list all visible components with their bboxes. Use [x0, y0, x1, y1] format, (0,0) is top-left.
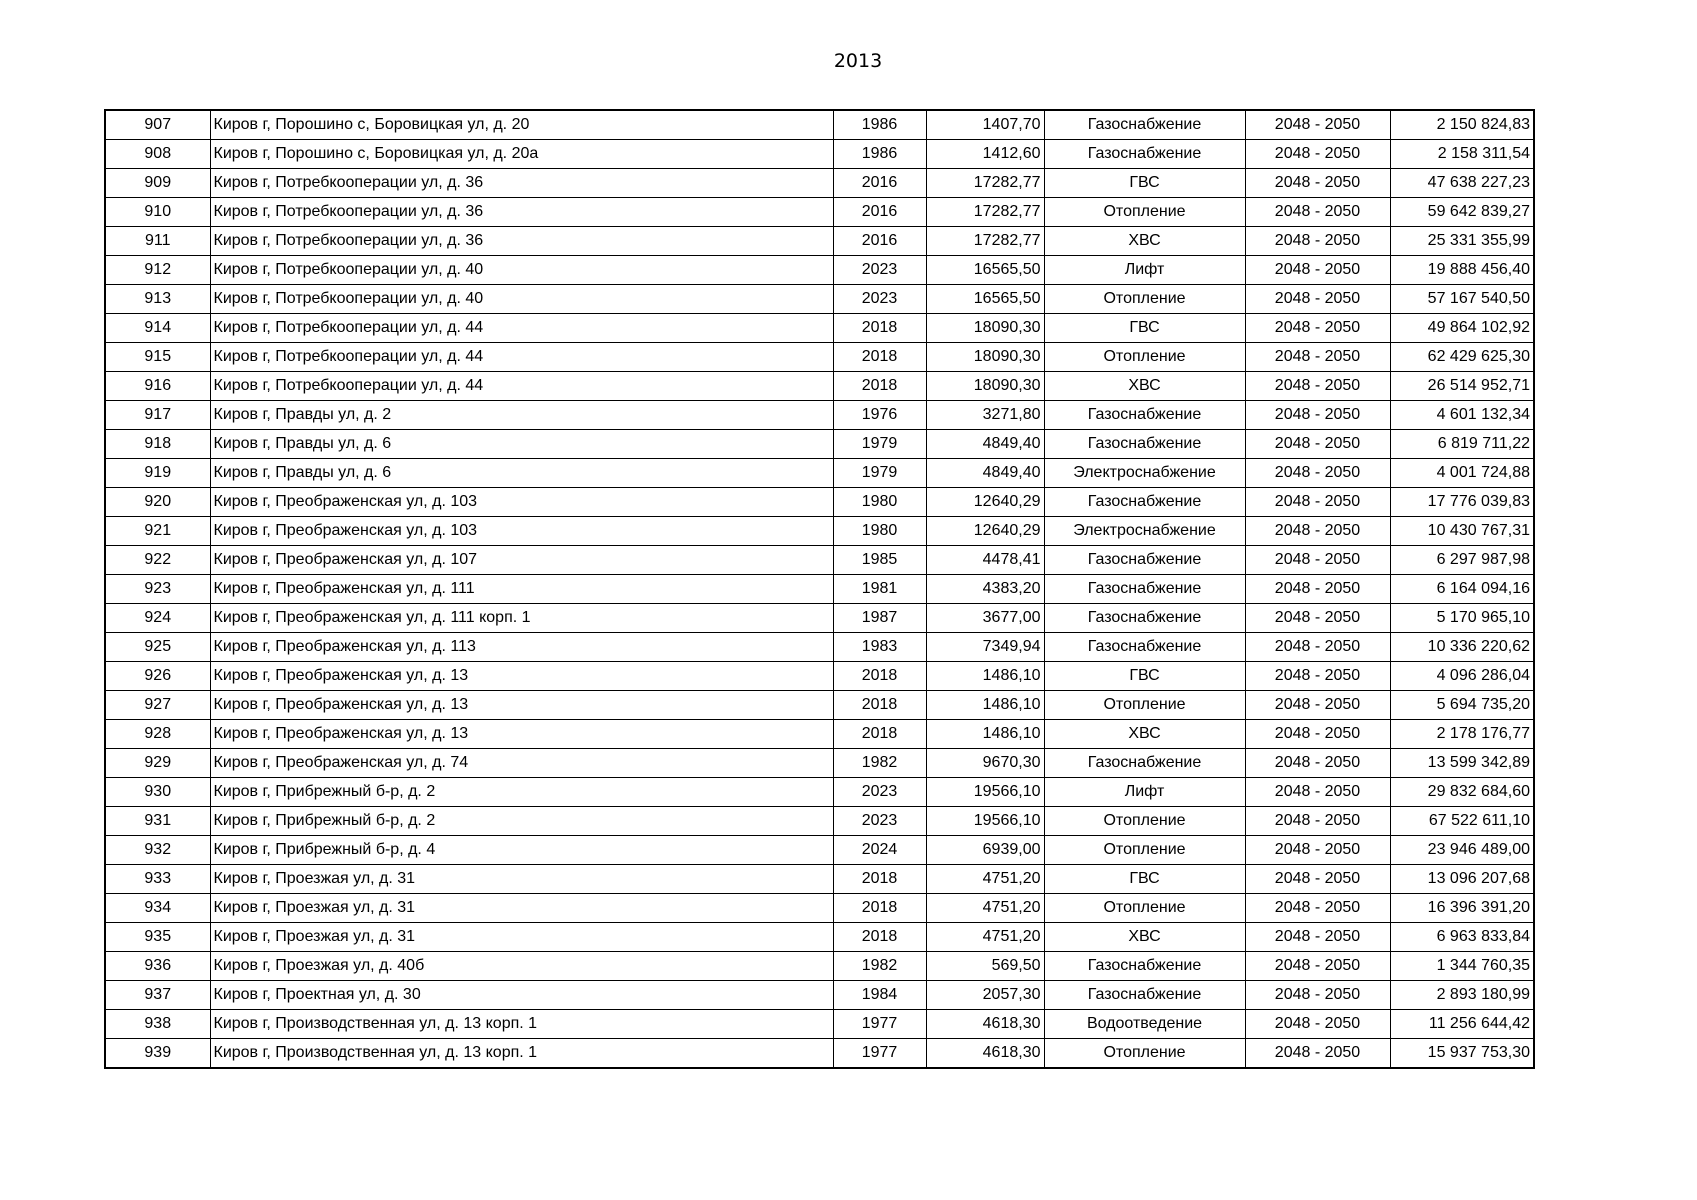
table-row [105, 749, 1534, 778]
area-cell: 4383,20 [926, 575, 1044, 604]
area-cell: 3271,80 [926, 401, 1044, 430]
service-type-cell: ГВС [1044, 314, 1245, 343]
service-type-cell: ХВС [1044, 720, 1245, 749]
row-number-cell: 929 [105, 749, 210, 778]
table-row [105, 401, 1534, 430]
year-cell: 2023 [833, 285, 926, 314]
row-number-cell: 918 [105, 430, 210, 459]
year-cell: 2018 [833, 343, 926, 372]
area-cell: 569,50 [926, 952, 1044, 981]
year-cell: 2023 [833, 807, 926, 836]
year-cell: 2016 [833, 169, 926, 198]
service-type-cell: Отопление [1044, 836, 1245, 865]
cost-cell: 2 178 176,77 [1390, 720, 1534, 749]
table-row [105, 198, 1534, 227]
year-cell: 2018 [833, 372, 926, 401]
service-type-cell: Газоснабжение [1044, 633, 1245, 662]
service-type-cell: ХВС [1044, 227, 1245, 256]
table-row [105, 923, 1534, 952]
area-cell: 4751,20 [926, 923, 1044, 952]
row-number-cell: 922 [105, 546, 210, 575]
address-cell: Киров г, Правды ул, д. 2 [210, 401, 833, 430]
address-cell: Киров г, Производственная ул, д. 13 корп. 1 [210, 1039, 833, 1069]
address-cell: Киров г, Проезжая ул, д. 40б [210, 952, 833, 981]
table-row [105, 981, 1534, 1010]
service-type-cell: ГВС [1044, 865, 1245, 894]
service-type-cell: Электроснабжение [1044, 459, 1245, 488]
address-cell: Киров г, Преображенская ул, д. 111 [210, 575, 833, 604]
service-type-cell: Отопление [1044, 285, 1245, 314]
area-cell: 6939,00 [926, 836, 1044, 865]
address-cell: Киров г, Проектная ул, д. 30 [210, 981, 833, 1010]
period-cell: 2048 - 2050 [1245, 894, 1390, 923]
area-cell: 1407,70 [926, 110, 1044, 140]
service-type-cell: Газоснабжение [1044, 749, 1245, 778]
year-cell: 1979 [833, 430, 926, 459]
cost-cell: 13 599 342,89 [1390, 749, 1534, 778]
service-type-cell: Газоснабжение [1044, 488, 1245, 517]
table-row [105, 720, 1534, 749]
service-type-cell: Отопление [1044, 1039, 1245, 1069]
service-type-cell: Лифт [1044, 256, 1245, 285]
year-cell: 1977 [833, 1039, 926, 1069]
row-number-cell: 921 [105, 517, 210, 546]
address-cell: Киров г, Проезжая ул, д. 31 [210, 865, 833, 894]
table-body [105, 110, 1534, 1068]
period-cell: 2048 - 2050 [1245, 517, 1390, 546]
service-type-cell: Отопление [1044, 807, 1245, 836]
cost-cell: 6 297 987,98 [1390, 546, 1534, 575]
table-row [105, 459, 1534, 488]
row-number-cell: 911 [105, 227, 210, 256]
cost-cell: 6 963 833,84 [1390, 923, 1534, 952]
table-row [105, 488, 1534, 517]
row-number-cell: 917 [105, 401, 210, 430]
service-type-cell: Отопление [1044, 343, 1245, 372]
area-cell: 18090,30 [926, 372, 1044, 401]
table-row [105, 140, 1534, 169]
cost-cell: 6 164 094,16 [1390, 575, 1534, 604]
row-number-cell: 934 [105, 894, 210, 923]
period-cell: 2048 - 2050 [1245, 110, 1390, 140]
area-cell: 18090,30 [926, 343, 1044, 372]
period-cell: 2048 - 2050 [1245, 198, 1390, 227]
year-cell: 1976 [833, 401, 926, 430]
service-type-cell: ХВС [1044, 923, 1245, 952]
period-cell: 2048 - 2050 [1245, 169, 1390, 198]
service-type-cell: Газоснабжение [1044, 575, 1245, 604]
cost-cell: 6 819 711,22 [1390, 430, 1534, 459]
period-cell: 2048 - 2050 [1245, 343, 1390, 372]
row-number-cell: 920 [105, 488, 210, 517]
table-row [105, 430, 1534, 459]
year-cell: 1987 [833, 604, 926, 633]
year-cell: 2024 [833, 836, 926, 865]
address-cell: Киров г, Преображенская ул, д. 13 [210, 662, 833, 691]
cost-cell: 2 158 311,54 [1390, 140, 1534, 169]
area-cell: 16565,50 [926, 285, 1044, 314]
table-row [105, 778, 1534, 807]
period-cell: 2048 - 2050 [1245, 720, 1390, 749]
page-number: 2013 [833, 50, 883, 72]
service-type-cell: ГВС [1044, 662, 1245, 691]
area-cell: 1486,10 [926, 691, 1044, 720]
address-cell: Киров г, Правды ул, д. 6 [210, 459, 833, 488]
row-number-cell: 935 [105, 923, 210, 952]
service-type-cell: Отопление [1044, 198, 1245, 227]
year-cell: 1986 [833, 140, 926, 169]
year-cell: 1986 [833, 110, 926, 140]
row-number-cell: 938 [105, 1010, 210, 1039]
period-cell: 2048 - 2050 [1245, 372, 1390, 401]
table-row [105, 575, 1534, 604]
address-cell: Киров г, Проезжая ул, д. 31 [210, 894, 833, 923]
area-cell: 9670,30 [926, 749, 1044, 778]
year-cell: 1980 [833, 488, 926, 517]
area-cell: 7349,94 [926, 633, 1044, 662]
table-row [105, 110, 1534, 140]
address-cell: Киров г, Преображенская ул, д. 111 корп. 1 [210, 604, 833, 633]
cost-cell: 49 864 102,92 [1390, 314, 1534, 343]
cost-cell: 4 601 132,34 [1390, 401, 1534, 430]
area-cell: 4478,41 [926, 546, 1044, 575]
service-type-cell: Газоснабжение [1044, 952, 1245, 981]
row-number-cell: 919 [105, 459, 210, 488]
row-number-cell: 909 [105, 169, 210, 198]
address-cell: Киров г, Потребкооперации ул, д. 36 [210, 227, 833, 256]
table-row [105, 343, 1534, 372]
service-type-cell: Газоснабжение [1044, 604, 1245, 633]
period-cell: 2048 - 2050 [1245, 488, 1390, 517]
area-cell: 19566,10 [926, 807, 1044, 836]
area-cell: 17282,77 [926, 227, 1044, 256]
period-cell: 2048 - 2050 [1245, 256, 1390, 285]
period-cell: 2048 - 2050 [1245, 430, 1390, 459]
cost-cell: 59 642 839,27 [1390, 198, 1534, 227]
row-number-cell: 916 [105, 372, 210, 401]
address-cell: Киров г, Преображенская ул, д. 13 [210, 720, 833, 749]
area-cell: 1486,10 [926, 720, 1044, 749]
address-cell: Киров г, Потребкооперации ул, д. 40 [210, 285, 833, 314]
service-type-cell: Газоснабжение [1044, 110, 1245, 140]
row-number-cell: 939 [105, 1039, 210, 1069]
service-type-cell: ГВС [1044, 169, 1245, 198]
address-cell: Киров г, Потребкооперации ул, д. 36 [210, 169, 833, 198]
cost-cell: 2 893 180,99 [1390, 981, 1534, 1010]
table-row [105, 1010, 1534, 1039]
period-cell: 2048 - 2050 [1245, 923, 1390, 952]
table-row [105, 865, 1534, 894]
area-cell: 4618,30 [926, 1039, 1044, 1069]
area-cell: 1486,10 [926, 662, 1044, 691]
row-number-cell: 933 [105, 865, 210, 894]
year-cell: 2018 [833, 894, 926, 923]
cost-cell: 5 694 735,20 [1390, 691, 1534, 720]
area-cell: 4618,30 [926, 1010, 1044, 1039]
year-cell: 1985 [833, 546, 926, 575]
address-cell: Киров г, Потребкооперации ул, д. 44 [210, 343, 833, 372]
year-cell: 1981 [833, 575, 926, 604]
address-cell: Киров г, Прибрежный б-р, д. 4 [210, 836, 833, 865]
area-cell: 1412,60 [926, 140, 1044, 169]
cost-cell: 10 430 767,31 [1390, 517, 1534, 546]
service-type-cell: Газоснабжение [1044, 140, 1245, 169]
row-number-cell: 925 [105, 633, 210, 662]
row-number-cell: 913 [105, 285, 210, 314]
service-type-cell: Газоснабжение [1044, 981, 1245, 1010]
table-row [105, 285, 1534, 314]
year-cell: 2016 [833, 227, 926, 256]
row-number-cell: 928 [105, 720, 210, 749]
year-cell: 1977 [833, 1010, 926, 1039]
address-cell: Киров г, Правды ул, д. 6 [210, 430, 833, 459]
year-cell: 2018 [833, 314, 926, 343]
year-cell: 1980 [833, 517, 926, 546]
year-cell: 1984 [833, 981, 926, 1010]
address-cell: Киров г, Преображенская ул, д. 113 [210, 633, 833, 662]
period-cell: 2048 - 2050 [1245, 575, 1390, 604]
service-type-cell: Газоснабжение [1044, 401, 1245, 430]
area-cell: 3677,00 [926, 604, 1044, 633]
table-row [105, 1039, 1534, 1069]
service-type-cell: Газоснабжение [1044, 546, 1245, 575]
row-number-cell: 924 [105, 604, 210, 633]
address-cell: Киров г, Преображенская ул, д. 103 [210, 488, 833, 517]
cost-cell: 13 096 207,68 [1390, 865, 1534, 894]
area-cell: 12640,29 [926, 488, 1044, 517]
period-cell: 2048 - 2050 [1245, 1039, 1390, 1069]
cost-cell: 4 096 286,04 [1390, 662, 1534, 691]
address-cell: Киров г, Преображенская ул, д. 13 [210, 691, 833, 720]
cost-cell: 17 776 039,83 [1390, 488, 1534, 517]
period-cell: 2048 - 2050 [1245, 227, 1390, 256]
address-cell: Киров г, Потребкооперации ул, д. 44 [210, 314, 833, 343]
table-row [105, 604, 1534, 633]
row-number-cell: 936 [105, 952, 210, 981]
address-cell: Киров г, Прибрежный б-р, д. 2 [210, 778, 833, 807]
cost-cell: 15 937 753,30 [1390, 1039, 1534, 1069]
year-cell: 2023 [833, 256, 926, 285]
table-row [105, 836, 1534, 865]
table-row [105, 227, 1534, 256]
address-cell: Киров г, Преображенская ул, д. 74 [210, 749, 833, 778]
cost-cell: 5 170 965,10 [1390, 604, 1534, 633]
year-cell: 2018 [833, 923, 926, 952]
row-number-cell: 927 [105, 691, 210, 720]
cost-cell: 2 150 824,83 [1390, 110, 1534, 140]
period-cell: 2048 - 2050 [1245, 459, 1390, 488]
address-cell: Киров г, Порошино с, Боровицкая ул, д. 20а [210, 140, 833, 169]
address-cell: Киров г, Преображенская ул, д. 103 [210, 517, 833, 546]
table-row [105, 256, 1534, 285]
cost-cell: 57 167 540,50 [1390, 285, 1534, 314]
period-cell: 2048 - 2050 [1245, 662, 1390, 691]
area-cell: 16565,50 [926, 256, 1044, 285]
cost-cell: 47 638 227,23 [1390, 169, 1534, 198]
area-cell: 17282,77 [926, 169, 1044, 198]
address-cell: Киров г, Производственная ул, д. 13 корп. 1 [210, 1010, 833, 1039]
row-number-cell: 931 [105, 807, 210, 836]
table-row [105, 952, 1534, 981]
row-number-cell: 926 [105, 662, 210, 691]
service-type-cell: Газоснабжение [1044, 430, 1245, 459]
table-row [105, 314, 1534, 343]
service-type-cell: Водоотведение [1044, 1010, 1245, 1039]
period-cell: 2048 - 2050 [1245, 546, 1390, 575]
period-cell: 2048 - 2050 [1245, 778, 1390, 807]
cost-cell: 10 336 220,62 [1390, 633, 1534, 662]
table-row [105, 662, 1534, 691]
cost-cell: 26 514 952,71 [1390, 372, 1534, 401]
row-number-cell: 910 [105, 198, 210, 227]
row-number-cell: 930 [105, 778, 210, 807]
cost-cell: 4 001 724,88 [1390, 459, 1534, 488]
period-cell: 2048 - 2050 [1245, 865, 1390, 894]
period-cell: 2048 - 2050 [1245, 749, 1390, 778]
area-cell: 18090,30 [926, 314, 1044, 343]
year-cell: 2016 [833, 198, 926, 227]
table-row [105, 546, 1534, 575]
row-number-cell: 937 [105, 981, 210, 1010]
address-cell: Киров г, Преображенская ул, д. 107 [210, 546, 833, 575]
year-cell: 2023 [833, 778, 926, 807]
service-type-cell: Лифт [1044, 778, 1245, 807]
row-number-cell: 932 [105, 836, 210, 865]
year-cell: 1983 [833, 633, 926, 662]
year-cell: 1982 [833, 749, 926, 778]
year-cell: 2018 [833, 662, 926, 691]
row-number-cell: 907 [105, 110, 210, 140]
cost-cell: 1 344 760,35 [1390, 952, 1534, 981]
cost-cell: 29 832 684,60 [1390, 778, 1534, 807]
address-cell: Киров г, Проезжая ул, д. 31 [210, 923, 833, 952]
period-cell: 2048 - 2050 [1245, 401, 1390, 430]
period-cell: 2048 - 2050 [1245, 836, 1390, 865]
address-cell: Киров г, Потребкооперации ул, д. 36 [210, 198, 833, 227]
cost-cell: 19 888 456,40 [1390, 256, 1534, 285]
address-cell: Киров г, Потребкооперации ул, д. 44 [210, 372, 833, 401]
period-cell: 2048 - 2050 [1245, 952, 1390, 981]
period-cell: 2048 - 2050 [1245, 1010, 1390, 1039]
period-cell: 2048 - 2050 [1245, 140, 1390, 169]
service-type-cell: Электроснабжение [1044, 517, 1245, 546]
area-cell: 4751,20 [926, 865, 1044, 894]
housing-repair-table [104, 109, 1535, 1069]
area-cell: 4849,40 [926, 459, 1044, 488]
table-row [105, 894, 1534, 923]
row-number-cell: 912 [105, 256, 210, 285]
period-cell: 2048 - 2050 [1245, 981, 1390, 1010]
cost-cell: 25 331 355,99 [1390, 227, 1534, 256]
period-cell: 2048 - 2050 [1245, 807, 1390, 836]
year-cell: 2018 [833, 720, 926, 749]
cost-cell: 67 522 611,10 [1390, 807, 1534, 836]
table-row [105, 372, 1534, 401]
address-cell: Киров г, Потребкооперации ул, д. 40 [210, 256, 833, 285]
year-cell: 2018 [833, 691, 926, 720]
area-cell: 2057,30 [926, 981, 1044, 1010]
cost-cell: 62 429 625,30 [1390, 343, 1534, 372]
address-cell: Киров г, Прибрежный б-р, д. 2 [210, 807, 833, 836]
service-type-cell: Отопление [1044, 691, 1245, 720]
cost-cell: 16 396 391,20 [1390, 894, 1534, 923]
service-type-cell: ХВС [1044, 372, 1245, 401]
area-cell: 4751,20 [926, 894, 1044, 923]
period-cell: 2048 - 2050 [1245, 633, 1390, 662]
cost-cell: 11 256 644,42 [1390, 1010, 1534, 1039]
year-cell: 1982 [833, 952, 926, 981]
period-cell: 2048 - 2050 [1245, 604, 1390, 633]
address-cell: Киров г, Порошино с, Боровицкая ул, д. 20 [210, 110, 833, 140]
table-row [105, 807, 1534, 836]
row-number-cell: 908 [105, 140, 210, 169]
area-cell: 12640,29 [926, 517, 1044, 546]
period-cell: 2048 - 2050 [1245, 691, 1390, 720]
area-cell: 19566,10 [926, 778, 1044, 807]
area-cell: 4849,40 [926, 430, 1044, 459]
period-cell: 2048 - 2050 [1245, 314, 1390, 343]
row-number-cell: 915 [105, 343, 210, 372]
row-number-cell: 923 [105, 575, 210, 604]
year-cell: 2018 [833, 865, 926, 894]
area-cell: 17282,77 [926, 198, 1044, 227]
table-row [105, 517, 1534, 546]
table-row [105, 691, 1534, 720]
service-type-cell: Отопление [1044, 894, 1245, 923]
year-cell: 1979 [833, 459, 926, 488]
period-cell: 2048 - 2050 [1245, 285, 1390, 314]
table-row [105, 633, 1534, 662]
cost-cell: 23 946 489,00 [1390, 836, 1534, 865]
table-row [105, 169, 1534, 198]
row-number-cell: 914 [105, 314, 210, 343]
